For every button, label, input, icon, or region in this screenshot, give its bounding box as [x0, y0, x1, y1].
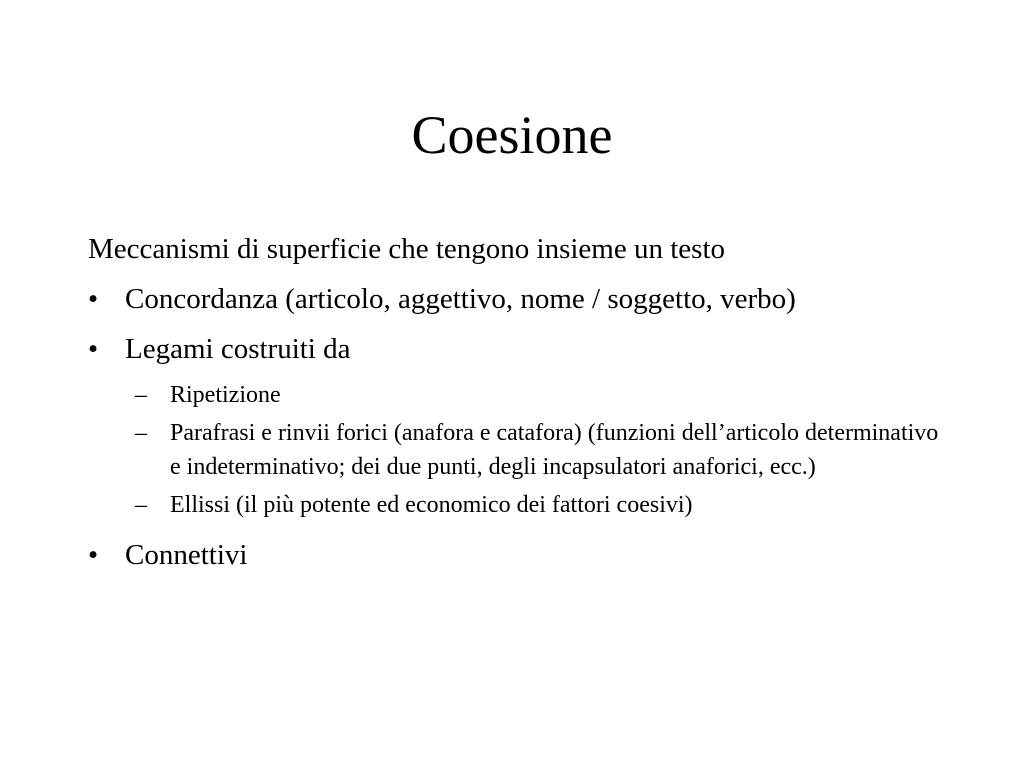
bullet-marker: • — [88, 333, 99, 365]
bullet-text: Legami costruiti da — [125, 333, 351, 365]
sub-bullet-text: Parafrasi e rinvii forici (anafora e catafora) (funzioni dell’articolo determinativo e indeterminativo; dei due punti, degli incapsulatori anaforici, ecc.) — [170, 420, 939, 480]
intro-text: Meccanismi di superficie che tengono insieme un testo — [88, 233, 726, 265]
bullet-marker: • — [88, 283, 99, 315]
bullet-item — [88, 328, 948, 370]
sub-bullet-item — [133, 378, 948, 412]
sub-bullet-marker: – — [135, 492, 147, 518]
sub-bullet-marker: – — [135, 382, 147, 408]
bullet-item — [88, 534, 948, 576]
bullet-item — [88, 278, 948, 320]
bullet-text: Concordanza (articolo, aggettivo, nome / soggetto, verbo) — [125, 283, 796, 315]
bullet-text: Connettivi — [125, 539, 248, 571]
slide-title: Coesione — [411, 105, 613, 165]
sub-bullet-item — [133, 416, 948, 484]
sub-bullet-text: Ripetizione — [170, 382, 281, 408]
sub-list — [88, 378, 948, 522]
bullet-marker: • — [88, 539, 99, 571]
slide-body — [88, 228, 948, 584]
sub-bullet-marker: – — [135, 420, 147, 446]
sub-bullet-item — [133, 488, 948, 522]
sub-bullet-text: Ellissi (il più potente ed economico dei fattori coesivi) — [170, 492, 693, 518]
